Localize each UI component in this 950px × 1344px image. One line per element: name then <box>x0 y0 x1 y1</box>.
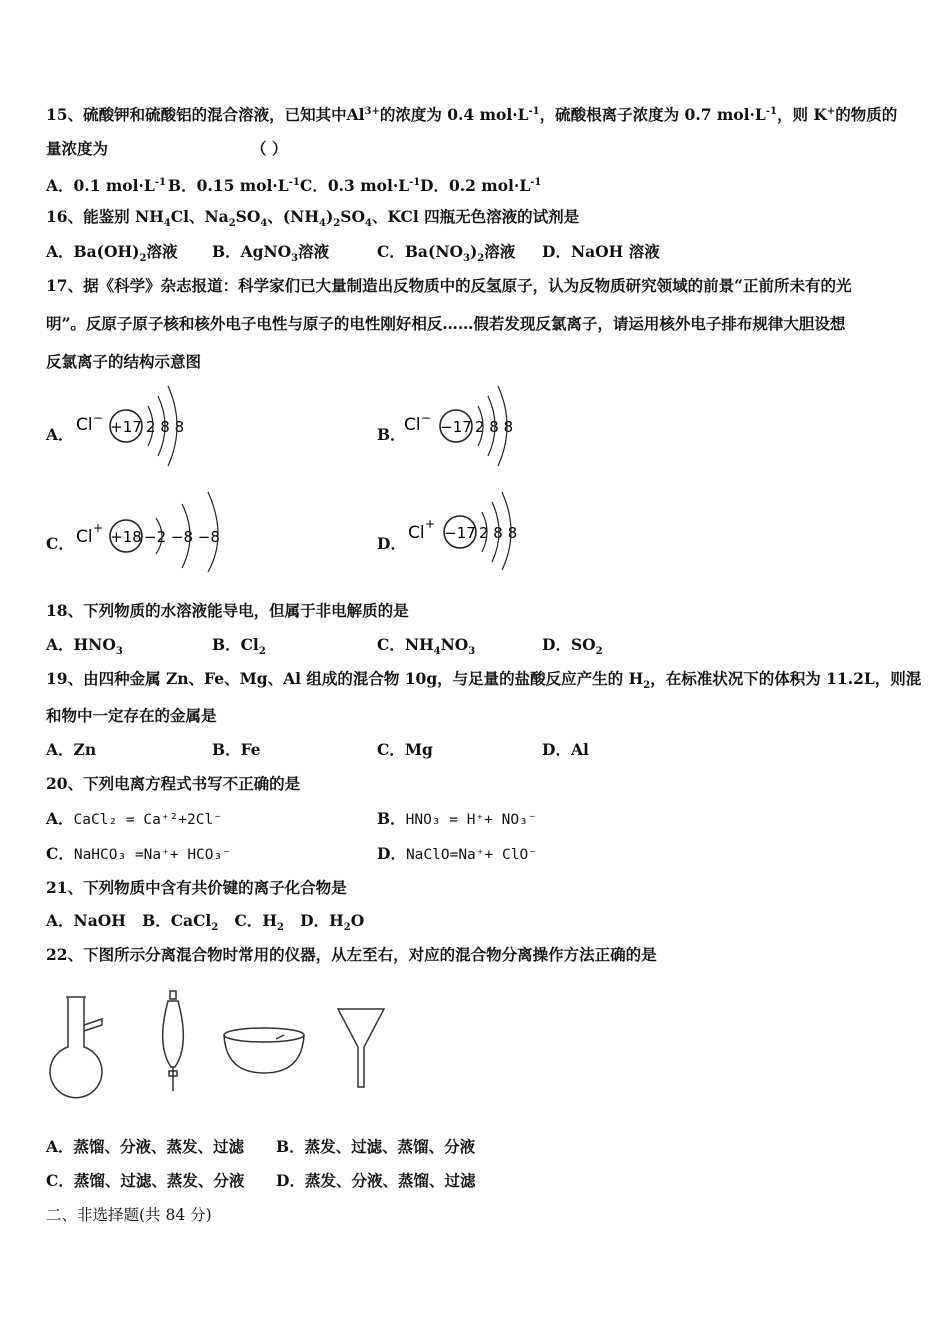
q16-s-b: Cl、Na <box>170 207 229 226</box>
q20-option-d <box>377 844 537 865</box>
q15-text-d: ，则 K <box>776 105 827 125</box>
q18-stem-text: 18、下列物质的水溶液能导电，但属于非电解质的是 <box>46 601 409 620</box>
q15-option-b <box>168 173 300 196</box>
q19-l1b: ，在标准状况下的体积为 11.2L，则混 <box>650 669 922 688</box>
q20-c-eq: NaHCO₃ =Na⁺+ HCO₃⁻ <box>73 847 231 863</box>
q15-option-d <box>420 173 541 196</box>
q18-c-sub2: 3 <box>468 646 476 658</box>
q20-option-a <box>46 809 222 830</box>
q15-a-label: A．0.1 mol·L <box>46 176 155 196</box>
q19-l2: 和物中一定存在的金属是 <box>46 706 217 725</box>
distillation-flask-icon <box>50 997 102 1098</box>
q16-d: D．NaOH 溶液 <box>542 242 660 261</box>
q17-b-ion: Cl <box>404 415 421 435</box>
q18-a: A．HNO <box>46 635 116 654</box>
q19-option-a: A．Zn <box>46 740 97 759</box>
q16-stem <box>46 207 579 234</box>
q20-b-eq: HNO₃ = H⁺+ NO₃⁻ <box>405 812 537 828</box>
q18-stem <box>46 601 409 621</box>
q16-s-d: 、(NH <box>267 207 319 226</box>
q21-stem <box>46 878 347 898</box>
q17-l2: 明”。反原子原子核和核外电子电性与原子的电性刚好相反……假若发现反氯离子，请运用核外电子排布规律大胆设想 <box>46 314 846 333</box>
q19-l1a: 19、由四种金属 Zn、Fe、Mg、Al 组成的混合物 10g，与足量的盐酸反应产生的 H <box>46 669 644 688</box>
q17-d-ion: Cl <box>408 523 425 543</box>
q21-b-sub: 2 <box>211 922 219 934</box>
q17-diagram-c <box>72 488 242 573</box>
q22-option-d: D．蒸发、分液、蒸馏、过滤 <box>276 1171 476 1190</box>
q22-stem-text: 22、下图所示分离混合物时常用的仪器，从左至右，对应的混合物分离操作方法正确的是 <box>46 945 657 964</box>
q16-sub-e: 2 <box>333 218 341 230</box>
q15-text-e: 的物质的 <box>835 105 898 125</box>
q16-sub-c: 4 <box>260 218 268 230</box>
q15-sup2: -1 <box>765 106 777 117</box>
q15-d-sup: -1 <box>530 177 542 188</box>
q15-answer-blank: （ ） <box>251 139 288 158</box>
q18-option-b <box>212 635 266 662</box>
q21-d: D．H <box>300 911 344 930</box>
q20-d-label: D． <box>377 844 406 863</box>
q17-c-ion: Cl <box>76 527 93 547</box>
q16-option-d <box>542 242 660 262</box>
q22-option-c: C．蒸馏、过滤、蒸发、分液 <box>46 1171 245 1190</box>
q19-line2 <box>46 706 217 726</box>
q16-sub-b: 2 <box>228 218 236 230</box>
q22-apparatus <box>46 985 391 1105</box>
q15-text-b: 的浓度为 0.4 mol·L <box>379 105 529 125</box>
q16-c2: ) <box>469 242 478 261</box>
q18-c2: NO <box>440 635 469 654</box>
q17-b-charge: − <box>421 411 432 425</box>
q20-d-eq: NaClO=Na⁺+ ClO⁻ <box>405 847 537 863</box>
evaporating-dish-icon <box>224 1028 304 1073</box>
q21-d-sub: 2 <box>343 922 351 934</box>
filter-funnel-icon <box>338 1009 384 1087</box>
q20-option-c <box>46 844 231 865</box>
q17-c-nucleus: +18 <box>110 528 142 546</box>
q15-b-sup: -1 <box>288 177 300 188</box>
q16-sub-f: 4 <box>364 218 372 230</box>
q17-c-charge: + <box>93 521 104 535</box>
q16-sub-a: 4 <box>163 218 171 230</box>
q19-option-c: C．Mg <box>377 740 433 759</box>
q21-a: A．NaOH <box>46 911 126 930</box>
q16-c3: 溶液 <box>484 242 516 261</box>
q17-diagram-d <box>404 486 534 571</box>
q17-c-shells: −2 −8 −8 <box>144 528 220 546</box>
q16-c1: C．Ba(NO <box>377 242 463 261</box>
q18-b: B．Cl <box>212 635 259 654</box>
q15-a-sup: -1 <box>154 177 166 188</box>
q16-option-b <box>212 242 329 269</box>
q17-a-ion: Cl <box>76 415 93 435</box>
q15-al: Al <box>346 105 365 125</box>
q18-b-sub: 2 <box>258 646 266 658</box>
q17-option-c-label: C． <box>46 534 74 553</box>
q19-line1 <box>46 669 921 696</box>
q15-al-sup: 3+ <box>364 106 380 117</box>
q18-option-d <box>542 635 603 662</box>
q17-d-nucleus: −17 <box>444 524 476 542</box>
q15-option-a <box>46 173 166 196</box>
q18-d: D．SO <box>542 635 596 654</box>
q15-text-a: 15、硫酸钾和硫酸铝的混合溶液，已知其中 <box>46 105 347 125</box>
q16-s-g: 、KCl 四瓶无色溶液的试剂是 <box>371 207 580 226</box>
q21-c: C．H <box>234 911 277 930</box>
q16-sub-d: 4 <box>318 218 326 230</box>
q16-a-sub: 2 <box>139 253 147 265</box>
q17-diagram-a <box>72 382 202 467</box>
q18-d-sub: 2 <box>595 646 603 658</box>
section-2-text: 二、非选择题(共 84 分) <box>46 1206 212 1224</box>
q17-line2 <box>46 314 845 334</box>
q17-diagram-b <box>400 382 530 467</box>
q19-option-b: B．Fe <box>212 740 261 759</box>
q16-b2: 溶液 <box>298 242 330 261</box>
q15-k-sup: + <box>826 106 836 117</box>
q17-l1: 17、据《科学》杂志报道：科学家们已大量制造出反物质中的反氢原子，认为反物质研究领域的前景“正前所未有的光 <box>46 276 852 295</box>
q15-sup1: -1 <box>528 106 540 117</box>
q15-c-sup: -1 <box>409 177 421 188</box>
q20-b-label: B． <box>377 809 406 828</box>
q15-text-c: ，硫酸根离子浓度为 0.7 mol·L <box>539 105 766 125</box>
q18-c-sub1: 4 <box>433 646 441 658</box>
q16-b1: B．AgNO <box>212 242 292 261</box>
q17-line1 <box>46 276 852 296</box>
q15-option-c <box>300 173 420 196</box>
q17-line3 <box>46 352 201 372</box>
q16-b-sub: 3 <box>291 253 299 265</box>
q18-c: C．NH <box>377 635 434 654</box>
q16-s-a: 16、能鉴别 NH <box>46 207 164 226</box>
q17-option-d-label: D． <box>377 534 406 553</box>
section-2-heading <box>46 1205 212 1225</box>
q16-s-f: SO <box>340 207 365 226</box>
separatory-funnel-icon <box>163 991 184 1091</box>
q17-option-b-label: B． <box>377 425 406 444</box>
q22-option-a: A．蒸馏、分液、蒸发、过滤 <box>46 1137 245 1156</box>
q15-b-label: B．0.15 mol·L <box>168 176 289 196</box>
q16-a2: 溶液 <box>146 242 178 261</box>
q16-c-sub: 3 <box>462 253 470 265</box>
q21-b: B．CaCl <box>142 911 212 930</box>
q20-option-b <box>377 809 537 830</box>
q18-option-c <box>377 635 475 662</box>
q18-a-sub: 3 <box>115 646 123 658</box>
q20-stem-text: 20、下列电离方程式书写不正确的是 <box>46 774 301 793</box>
q16-option-a <box>46 242 177 269</box>
q20-stem <box>46 774 300 794</box>
q15-line1 <box>46 102 897 125</box>
q21-options <box>46 911 364 938</box>
q17-d-shells: 2 8 8 <box>479 524 518 542</box>
q21-c-sub: 2 <box>276 922 284 934</box>
q15-line2 <box>46 139 288 159</box>
q17-a-charge: − <box>93 411 104 425</box>
q22-option-b: B．蒸发、过滤、蒸馏、分液 <box>276 1137 476 1156</box>
q20-a-eq: CaCl₂ = Ca⁺²+2Cl⁻ <box>73 812 222 828</box>
q18-option-a <box>46 635 123 662</box>
q16-option-c <box>377 242 515 269</box>
q16-c-sub2: 2 <box>477 253 485 265</box>
q16-s-c: SO <box>235 207 261 226</box>
q19-h-sub: 2 <box>643 680 651 692</box>
q16-s-e: ) <box>325 207 334 226</box>
q20-a-label: A． <box>46 809 74 828</box>
q17-l3: 反氯离子的结构示意图 <box>46 352 202 371</box>
q21-d2: O <box>350 911 365 930</box>
q17-d-charge: + <box>425 517 436 531</box>
q17-b-shells: 2 8 8 <box>475 418 514 436</box>
q17-a-nucleus: +17 <box>110 418 142 436</box>
q20-c-label: C． <box>46 844 74 863</box>
q17-option-a-label: A． <box>46 425 74 444</box>
q17-a-shells: 2 8 8 <box>146 418 185 436</box>
q16-a1: A．Ba(OH) <box>46 242 140 261</box>
q19-option-d: D．Al <box>542 740 589 759</box>
q21-stem-text: 21、下列物质中含有共价键的离子化合物是 <box>46 878 347 897</box>
q17-b-nucleus: −17 <box>440 418 472 436</box>
q22-stem <box>46 945 657 965</box>
q15-d-label: D．0.2 mol·L <box>420 176 531 196</box>
q15-c-label: C．0.3 mol·L <box>300 176 410 196</box>
q15-line2-text: 量浓度为 <box>46 139 109 158</box>
